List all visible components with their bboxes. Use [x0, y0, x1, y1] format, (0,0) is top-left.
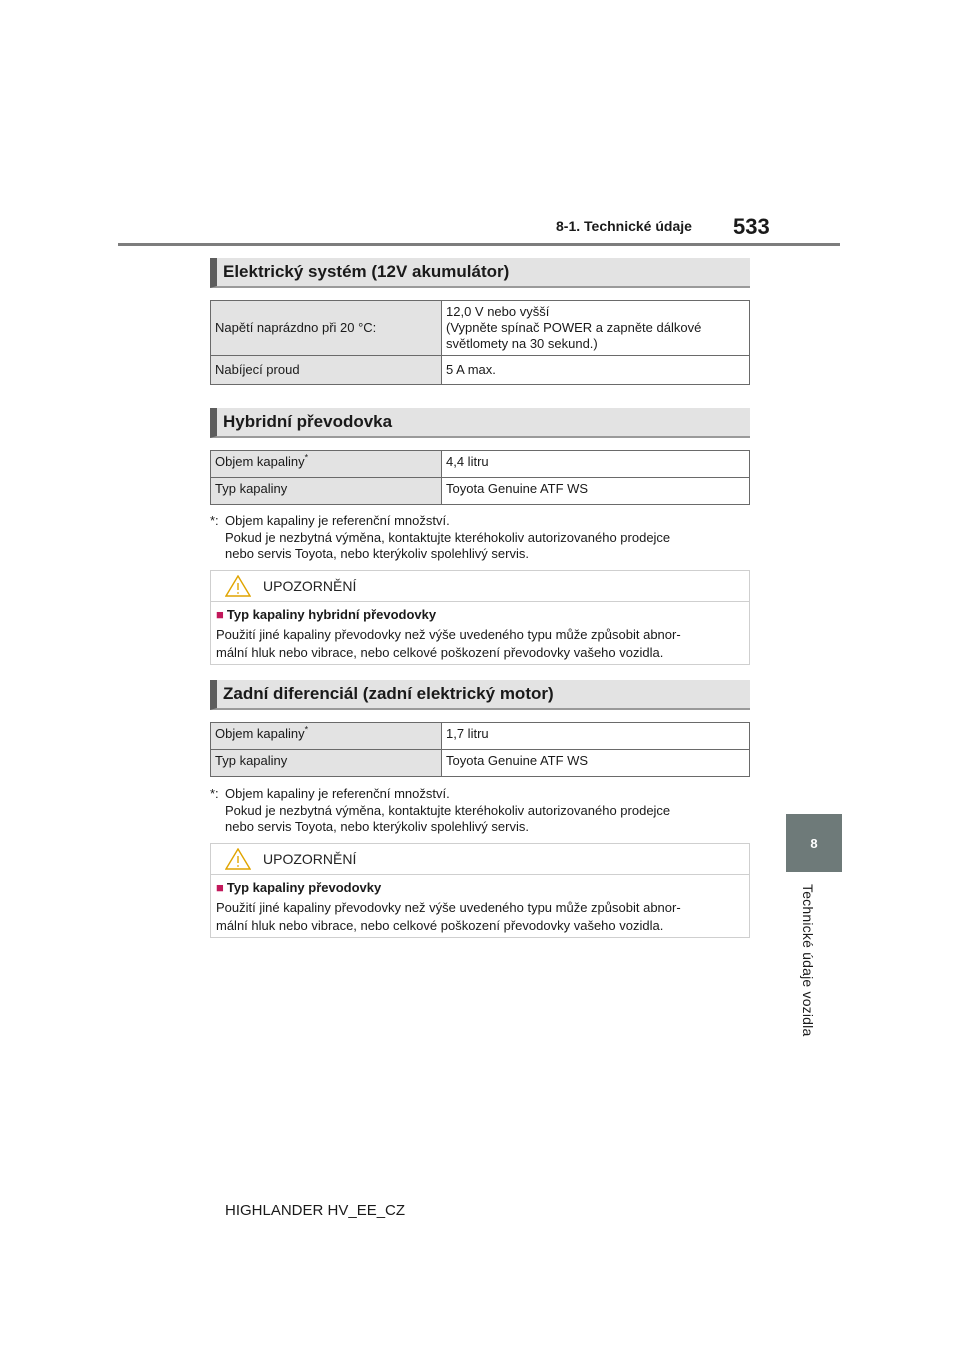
table-value: 5 A max. — [442, 356, 750, 385]
footnote-marker: *: — [210, 786, 219, 801]
table-key: Typ kapaliny — [211, 750, 442, 777]
footnote-line: nebo servis Toyota, nebo kterýkoliv spolehlivý servis. — [225, 819, 529, 834]
caution-subtitle — [216, 607, 749, 622]
footnote-line: Objem kapaliny je referenční množství. — [225, 513, 450, 528]
page-number: 533 — [733, 214, 770, 239]
section-title-rear-differential: Zadní diferenciál (zadní elektrický motor) — [210, 680, 750, 710]
chapter-tab: 8 — [786, 814, 842, 872]
value-line: (Vypněte spínač POWER a zapněte dálkové — [446, 320, 702, 335]
section-header: 8-1. Technické údaje — [556, 218, 692, 234]
caution-line: mální hluk nebo vibrace, nebo celkové poškození převodovky vašeho vozidla. — [216, 918, 664, 933]
table-key — [211, 451, 442, 478]
table-row — [211, 723, 750, 750]
footnote-line: Pokud je nezbytná výměna, kontaktujte kteréhokoliv autorizovaného prodejce — [225, 529, 671, 545]
footnote-ref: * — [304, 724, 309, 735]
caution-subtitle — [216, 880, 749, 895]
table-row — [211, 478, 750, 505]
footnote-line: nebo servis Toyota, nebo kterýkoliv spolehlivý servis. — [225, 546, 529, 561]
table-row — [211, 451, 750, 478]
warning-triangle-icon — [225, 575, 251, 597]
bullet-square-icon: ■ — [216, 880, 224, 895]
electrical-spec-table — [210, 300, 750, 385]
table-key: Typ kapaliny — [211, 478, 442, 505]
footnote-line: Objem kapaliny je referenční množství. — [225, 786, 450, 801]
header-divider — [118, 243, 840, 246]
table-key: Nabíjecí proud — [211, 356, 442, 385]
model-code: HIGHLANDER HV_EE_CZ — [225, 1202, 406, 1219]
table-row — [211, 301, 750, 356]
caution-label: UPOZORNĚNÍ — [263, 851, 357, 867]
caution-line: Použití jiné kapaliny převodovky než výše uvedeného typu může způsobit abnor- — [216, 627, 681, 642]
bullet-square-icon: ■ — [216, 607, 224, 622]
footnote — [210, 786, 750, 836]
caution-text — [216, 899, 744, 935]
caution-line: mální hluk nebo vibrace, nebo celkové poškození převodovky vašeho vozidla. — [216, 645, 664, 660]
caution-line: Použití jiné kapaliny převodovky než výše uvedeného typu může způsobit abnor- — [216, 900, 681, 915]
table-row — [211, 356, 750, 385]
footnote — [210, 513, 750, 563]
footnote-line: Pokud je nezbytná výměna, kontaktujte kteréhokoliv autorizovaného prodejce — [225, 802, 671, 818]
table-key — [211, 723, 442, 750]
hybrid-transmission-spec-table — [210, 450, 750, 505]
caution-box — [210, 570, 750, 665]
section-title-hybrid-transmission: Hybridní převodovka — [210, 408, 750, 438]
key-text: Objem kapaliny — [215, 454, 305, 469]
rear-differential-spec-table — [210, 722, 750, 777]
caution-box — [210, 843, 750, 938]
section-title-electrical: Elektrický systém (12V akumulátor) — [210, 258, 750, 288]
chapter-title: Technické údaje vozidla — [800, 884, 816, 1037]
key-text: Objem kapaliny — [215, 726, 305, 741]
caution-subtitle-text: Typ kapaliny převodovky — [226, 880, 382, 895]
table-key: Napětí naprázdno při 20 °C: — [211, 301, 442, 356]
caution-text — [216, 626, 744, 662]
value-line: 12,0 V nebo vyšší — [446, 304, 550, 319]
caution-label: UPOZORNĚNÍ — [263, 578, 357, 594]
table-value: Toyota Genuine ATF WS — [442, 478, 750, 505]
table-value — [442, 301, 750, 356]
table-value: Toyota Genuine ATF WS — [442, 750, 750, 777]
footnote-ref: * — [304, 452, 309, 463]
footnote-marker: *: — [210, 513, 219, 528]
caution-subtitle-text: Typ kapaliny hybridní převodovky — [226, 607, 437, 622]
table-row — [211, 750, 750, 777]
table-value: 1,7 litru — [442, 723, 750, 750]
warning-triangle-icon — [225, 848, 251, 870]
value-line: světlomety na 30 sekund.) — [446, 336, 598, 351]
table-value: 4,4 litru — [442, 451, 750, 478]
